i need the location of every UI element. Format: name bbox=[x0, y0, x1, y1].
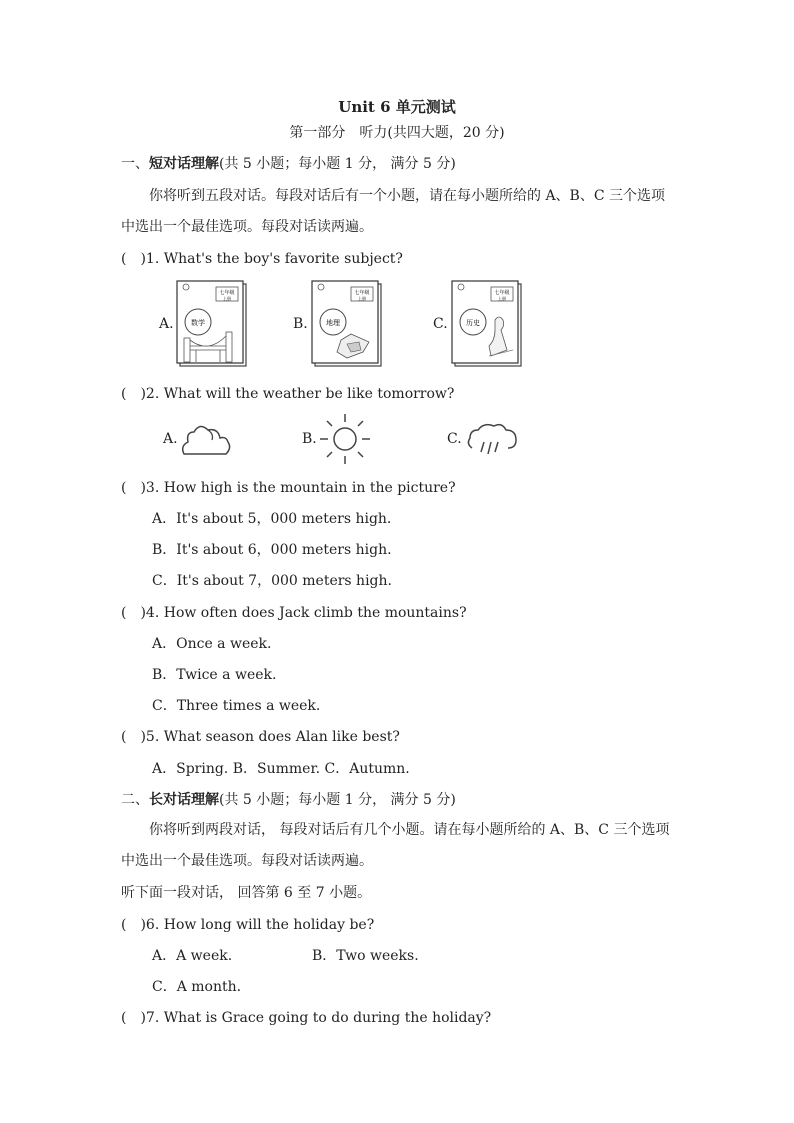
question-2: ( )2. What will the weather be like tomorrow? bbox=[121, 386, 455, 402]
page-subtitle: 第一部分 听力(共四大题，20 分) bbox=[289, 125, 505, 141]
section1-heading-num: 一、 bbox=[121, 156, 149, 172]
q6-option-b: B．Two weeks. bbox=[312, 948, 419, 964]
book-b-volume: 上册 bbox=[358, 296, 366, 301]
section1-heading-bold: 短对话理解 bbox=[149, 156, 219, 172]
question-3: ( )3. How high is the mountain in the picture? bbox=[121, 480, 456, 496]
book-a-subject: 数学 bbox=[191, 319, 205, 327]
sun-icon bbox=[318, 412, 372, 466]
section2-heading bbox=[121, 791, 456, 809]
q3-option-b: B．It's about 6，000 meters high. bbox=[152, 542, 392, 558]
question-1: ( )1. What's the boy's favorite subject? bbox=[121, 251, 403, 267]
section1-heading-rest: (共 5 小题；每小题 1 分， 满分 5 分) bbox=[219, 156, 456, 172]
section2-heading-num: 二、 bbox=[121, 792, 149, 808]
q2-option-b-label: B. bbox=[302, 431, 317, 447]
q6-option-a: A．A week. bbox=[152, 948, 233, 964]
q3-option-a: A．It's about 5，000 meters high. bbox=[152, 511, 392, 527]
section1-instructions: 你将听到五段对话。每段对话后有一个小题，请在每小题所给的 A、B、C 三个选项中选出一个最佳选项。每段对话读两遍。 bbox=[121, 188, 666, 235]
section2-heading-rest: (共 5 小题；每小题 1 分， 满分 5 分) bbox=[219, 792, 456, 808]
q1-option-a-label: A. bbox=[159, 316, 174, 332]
q2-option-c-label: C. bbox=[447, 431, 462, 447]
section1-heading bbox=[121, 155, 456, 173]
rain-icon bbox=[466, 420, 520, 458]
book-c-volume: 上册 bbox=[498, 296, 506, 301]
question-4: ( )4. How often does Jack climb the mountains? bbox=[121, 605, 467, 621]
question-7: ( )7. What is Grace going to do during the holiday? bbox=[121, 1010, 492, 1026]
geography-book-icon bbox=[311, 280, 385, 368]
question-6: ( )6. How long will the holiday be? bbox=[121, 917, 375, 933]
page-title: Unit 6 单元测试 bbox=[338, 98, 456, 116]
book-a-volume: 上册 bbox=[223, 296, 231, 301]
history-book-icon bbox=[451, 280, 525, 368]
section2-sub-instruction: 听下面一段对话， 回答第 6 至 7 小题。 bbox=[121, 885, 372, 901]
q1-option-c-label: C. bbox=[433, 316, 448, 332]
book-c-subject: 历史 bbox=[466, 319, 480, 327]
question-5: ( )5. What season does Alan like best? bbox=[121, 729, 400, 745]
q6-option-c: C．A month. bbox=[152, 979, 242, 995]
section2-heading-bold: 长对话理解 bbox=[149, 792, 219, 808]
q4-option-a: A．Once a week. bbox=[152, 636, 272, 652]
q1-option-b-label: B. bbox=[293, 316, 308, 332]
q4-option-c: C．Three times a week. bbox=[152, 698, 321, 714]
book-b-grade: 七年级 bbox=[354, 290, 370, 296]
book-a-grade: 七年级 bbox=[219, 290, 235, 296]
q5-options: A．Spring. B．Summer. C．Autumn. bbox=[152, 761, 410, 777]
book-b-subject: 地理 bbox=[326, 319, 340, 327]
book-c-grade: 七年级 bbox=[494, 290, 510, 296]
q4-option-b: B．Twice a week. bbox=[152, 667, 277, 683]
math-book-icon bbox=[176, 280, 250, 368]
q2-option-a-label: A. bbox=[163, 431, 178, 447]
section2-instructions: 你将听到两段对话， 每段对话后有几个小题。请在每小题所给的 A、B、C 三个选项中选出一个最佳选项。每段对话读两遍。 bbox=[121, 822, 670, 869]
q3-option-c: C．It's about 7，000 meters high. bbox=[152, 573, 392, 589]
cloud-icon bbox=[180, 420, 234, 458]
